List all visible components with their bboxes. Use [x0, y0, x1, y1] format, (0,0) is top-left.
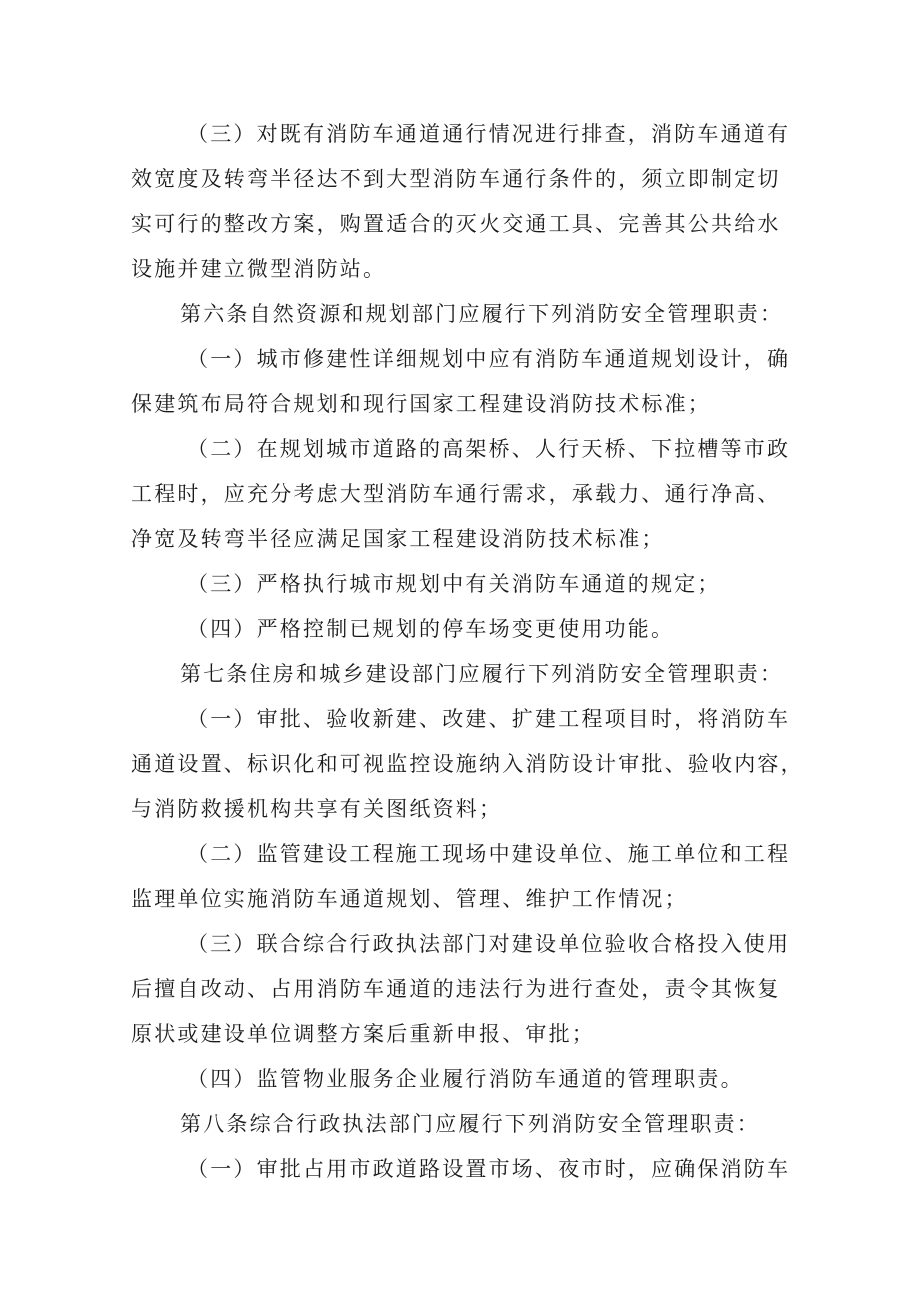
paragraph-line: 效宽度及转弯半径达不到大型消防车通行条件的，须立即制定切 — [131, 167, 781, 191]
article-heading-line: 第六条自然资源和规划部门应履行下列消防安全管理职责： — [180, 302, 784, 326]
paragraph-line: 后擅自改动、占用消防车通道的违法行为进行查处，责令其恢复 — [131, 977, 781, 1001]
paragraph-line: 净宽及转弯半径应满足国家工程建设消防技术标准； — [131, 527, 665, 551]
paragraph-line: 原状或建设单位调整方案后重新申报、审批； — [131, 1022, 595, 1046]
paragraph-line: 保建筑布局符合规划和现行国家工程建设消防技术标准； — [131, 392, 711, 416]
article-heading-line: 第八条综合行政执法部门应履行下列消防安全管理职责： — [180, 1112, 760, 1136]
paragraph-line: 实可行的整改方案，购置适合的灭火交通工具、完善其公共给水 — [131, 212, 781, 236]
paragraph-line: 与消防救援机构共享有关图纸资料； — [131, 797, 503, 821]
paragraph-line: （一）审批占用市政道路设置市场、夜市时，应确保消防车 — [187, 1157, 791, 1181]
paragraph-line: （一）审批、验收新建、改建、扩建工程项目时，将消防车 — [187, 707, 791, 731]
paragraph-line: （三）对既有消防车通道通行情况进行排查，消防车通道有 — [187, 122, 791, 146]
paragraph-line: 监理单位实施消防车通道规划、管理、维护工作情况； — [131, 887, 688, 911]
article-heading-line: 第七条住房和城乡建设部门应履行下列消防安全管理职责： — [180, 662, 784, 686]
paragraph-line: （二）监管建设工程施工现场中建设单位、施工单位和工程 — [187, 842, 791, 866]
paragraph-line: （二）在规划城市道路的高架桥、人行天桥、下拉槽等市政 — [187, 437, 791, 461]
paragraph-line: （四）严格控制已规划的停车场变更使用功能。 — [187, 617, 675, 641]
paragraph-line: （一）城市修建性详细规划中应有消防车通道规划设计，确 — [187, 347, 791, 371]
paragraph-line: （四）监管物业服务企业履行消防车通道的管理职责。 — [187, 1067, 744, 1091]
paragraph-line: （三）联合综合行政执法部门对建设单位验收合格投入使用 — [187, 932, 791, 956]
paragraph-line: 通道设置、标识化和可视监控设施纳入消防设计审批、验收内容， — [131, 752, 804, 776]
paragraph-line: 设施并建立微型消防站。 — [131, 257, 387, 281]
paragraph-line: （三）严格执行城市规划中有关消防车通道的规定； — [187, 572, 721, 596]
paragraph-line: 工程时，应充分考虑大型消防车通行需求，承载力、通行净高、 — [131, 482, 781, 506]
